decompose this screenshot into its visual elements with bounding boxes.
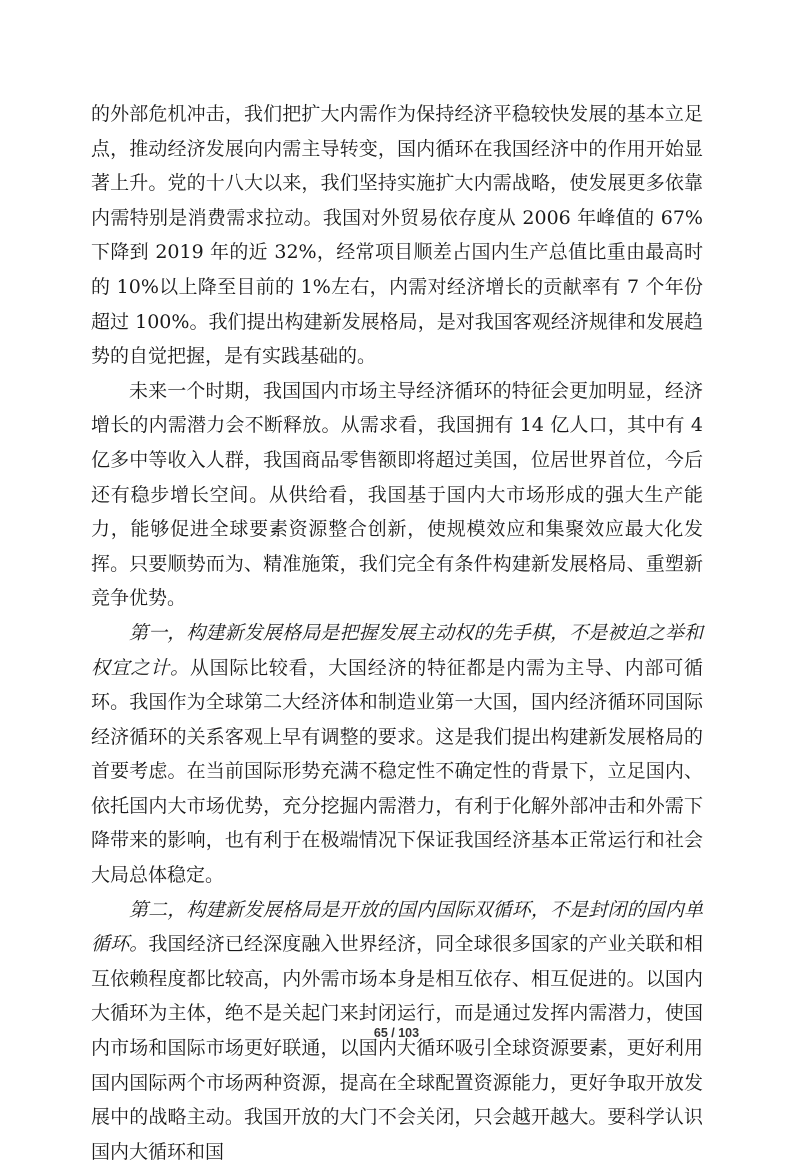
paragraph-4-text: 我国经济已经深度融入世界经济，同全球很多国家的产业关联和相互依赖程度都比较高，内外需市场本身是相互依存、相互促进的。以国内大循环为主体，绝不是关起门来封闭运行，而是通过发挥内需潜力，使国内市场和国际市场更好联通，以国内大循环吸引全球资源要素，更好利用国内国际两个市场两种资源，提高在全球配置资源能力，更好争取开放发展中的战略主动。我国开放的大门不会关闭，只会越开越大。要科学认识国内大循环和国 <box>91 933 703 1163</box>
paragraph-1-text: 的外部危机冲击，我们把扩大内需作为保持经济平稳较快发展的基本立足点，推动经济发展向内需主导转变，国内循环在我国经济中的作用开始显著上升。党的十八大以来，我们坚持实施扩大内需战略，使发展更多依靠内需特别是消费需求拉动。我国对外贸易依存度从 2006 年峰值的 67%下降到 2019 年的近 32%，经常项目顺差占国内生产总值比重由最高时的 10%以上降至目前的 1%左右，内需对经济增长的贡献率有 7 个年份超过 100%。我们提出构建新发展格局，是对我国客观经济规律和发展趋势的自觉把握，是有实践基础的。 <box>91 103 703 368</box>
paragraph-3-text: 从国际比较看，大国经济的特征都是内需为主导、内部可循环。我国作为全球第二大经济体和制造业第一大国，国内经济循环同国际经济循环的关系客观上早有调整的要求。这是我们提出构建新发展格局的首要考虑。在当前国际形势充满不稳定性不确定性的背景下，立足国内、依托国内大市场优势，充分挖掘内需潜力，有利于化解外部冲击和外需下降带来的影响，也有利于在极端情况下保证我国经济基本正常运行和社会大局总体稳定。 <box>91 656 703 887</box>
paragraph-1 <box>91 97 703 374</box>
page-body <box>91 97 703 1169</box>
paragraph-3-lead: 第一，构建新发展格局是把握发展主动权的先手棋，不是被迫之举和权宜之计。 <box>91 621 703 679</box>
paragraph-4-lead: 第二，构建新发展格局是开放的国内国际双循环，不是封闭的国内单循环。 <box>91 898 703 956</box>
paragraph-3 <box>91 616 703 893</box>
paragraph-2-text: 未来一个时期，我国国内市场主导经济循环的特征会更加明显，经济增长的内需潜力会不断释放。从需求看，我国拥有 14 亿人口，其中有 4 亿多中等收入人群，我国商品零售额即将超过美国，位居世界首位，今后还有稳步增长空间。从供给看，我国基于国内大市场形成的强大生产能力，能够促进全球要素资源整合创新，使规模效应和集聚效应最大化发挥。只要顺势而为、精准施策，我们完全有条件构建新发展格局、重塑新竞争优势。 <box>91 379 703 610</box>
paragraph-2 <box>91 374 703 616</box>
page-number: 65 / 103 <box>373 1026 420 1040</box>
